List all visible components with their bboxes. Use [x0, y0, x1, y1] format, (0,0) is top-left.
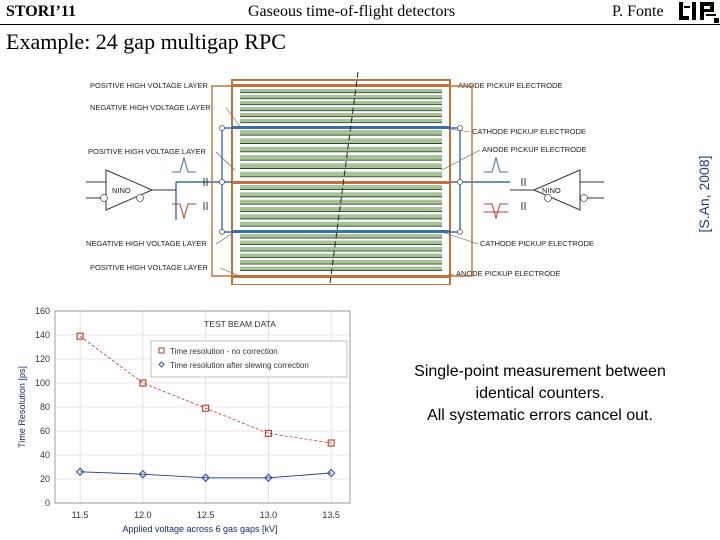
- y-tick-label: 20: [39, 474, 50, 484]
- gas-gap: [240, 113, 442, 117]
- label-positive-hv-mid: POSITIVE HIGH VOLTAGE LAYER: [88, 147, 206, 156]
- gas-gap: [240, 267, 442, 271]
- gas-gap: [240, 241, 442, 245]
- y-tick-label: 120: [34, 354, 50, 364]
- gas-gap: [240, 89, 442, 93]
- x-axis-label: Applied voltage across 6 gas gaps [kV]: [122, 524, 278, 534]
- gas-gap: [240, 222, 442, 227]
- gas-gap: [240, 107, 442, 111]
- mrpc-cross-section-diagram: [80, 70, 610, 285]
- y-tick-label: 80: [39, 402, 50, 412]
- legend-entry-slewing-corrected: Time resolution after slewing correction: [170, 361, 309, 370]
- label-anode-top: ANODE PICKUP ELECTRODE: [458, 81, 563, 90]
- chart-title: TEST BEAM DATA: [204, 319, 276, 329]
- gas-gap: [240, 185, 442, 190]
- label-nino-right: NINO: [542, 186, 561, 195]
- label-nino-left: NINO: [112, 186, 131, 195]
- gas-gap: [240, 260, 442, 264]
- label-anode-bottom: ANODE PICKUP ELECTRODE: [456, 269, 561, 278]
- header-rule: [0, 24, 720, 25]
- legend-entry-no-correction: Time resolution - no correction: [170, 347, 278, 356]
- gas-gap: [240, 172, 442, 177]
- label-anode-mid: ANODE PICKUP ELECTRODE: [482, 145, 587, 154]
- gas-gap: [240, 130, 442, 135]
- y-tick-label: 60: [39, 426, 50, 436]
- x-tick-label: 12.0: [134, 510, 152, 520]
- y-tick-label: 160: [34, 306, 50, 316]
- citation: [S.An, 2008]: [696, 155, 712, 233]
- header-talk-title: Gaseous time-of-flight detectors: [248, 3, 456, 20]
- label-negative-hv-bottom: NEGATIVE HIGH VOLTAGE LAYER: [86, 239, 207, 248]
- measurement-note: [380, 361, 700, 427]
- note-line-2: identical counters.: [475, 385, 605, 402]
- gas-gap: [240, 254, 442, 258]
- x-tick-label: 13.0: [259, 510, 278, 520]
- y-tick-label: 140: [34, 330, 50, 340]
- gas-gap: [240, 138, 442, 143]
- gas-gap: [240, 214, 442, 219]
- gas-gap: [240, 207, 442, 212]
- y-tick-label: 40: [39, 450, 50, 460]
- x-axis-ticks: [72, 510, 340, 520]
- note-line-1: Single-point measurement between: [414, 363, 666, 380]
- gas-gap: [240, 119, 442, 123]
- gas-gap: [240, 147, 442, 152]
- label-positive-hv-bottom: POSITIVE HIGH VOLTAGE LAYER: [90, 263, 208, 272]
- label-cathode-top: CATHODE PICKUP ELECTRODE: [472, 127, 586, 136]
- label-negative-hv-top: NEGATIVE HIGH VOLTAGE LAYER: [90, 103, 211, 112]
- gas-gap: [240, 234, 442, 238]
- lip-logo: [676, 0, 720, 24]
- y-axis-label: Time Resolution [ps]: [17, 366, 27, 448]
- time-resolution-chart: [10, 300, 360, 540]
- gas-gap: [240, 95, 442, 99]
- label-cathode-bottom: CATHODE PICKUP ELECTRODE: [480, 239, 594, 248]
- slide-title: Example: 24 gap multigap RPC: [6, 29, 286, 54]
- x-tick-label: 13.5: [322, 510, 340, 520]
- header-event-name: STORI’11: [6, 3, 76, 20]
- y-tick-label: 100: [34, 378, 50, 388]
- chart-legend: [151, 341, 347, 377]
- y-tick-label: 0: [44, 498, 50, 508]
- gas-gap-stack: [240, 89, 442, 271]
- note-line-3: All systematic errors cancel out.: [427, 407, 653, 424]
- gas-gap: [240, 247, 442, 251]
- y-axis-ticks: [35, 306, 50, 508]
- gas-gap: [240, 192, 442, 197]
- x-tick-label: 11.5: [71, 510, 89, 520]
- gas-gap: [240, 155, 442, 160]
- gas-gap: [240, 163, 442, 168]
- x-tick-label: 12.5: [196, 510, 215, 520]
- header-author: P. Fonte: [612, 3, 664, 20]
- gas-gap: [240, 101, 442, 105]
- label-positive-hv-top: POSITIVE HIGH VOLTAGE LAYER: [90, 81, 208, 90]
